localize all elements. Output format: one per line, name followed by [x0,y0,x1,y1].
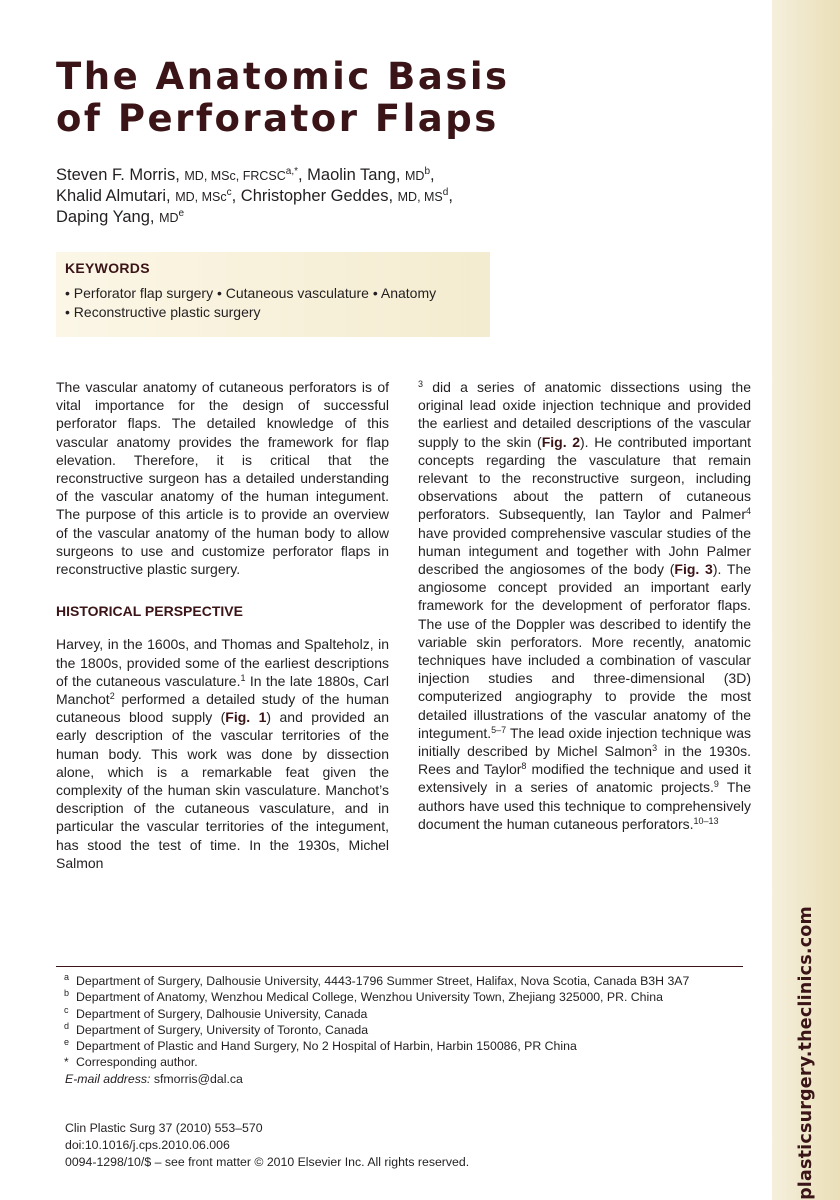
author-degree: MD, MS [397,190,443,204]
article-title [56,56,696,140]
author-line-1 [56,165,526,186]
journal-citation: Clin Plastic Surg 37 (2010) 553–570 [65,1121,263,1135]
affiliation-mark: b [424,166,431,177]
affiliation-item: d Department of Surgery, University of Toronto, Canada [64,1020,369,1037]
author-degree: MD, MSc [175,190,227,204]
reference-mark[interactable]: 1 [240,672,246,683]
author-line-2 [56,186,526,207]
history-paragraph-part-2: $^3$ did a series of anatomic dissections using the original lead oxide injection technique and provided the earliest and detailed descriptions of the vascular supply to the skin (Fig. 2). He contributed important concepts regarding the vasculature that remain relevant to the reconstructive surgeon, including observations about the pattern of cutaneous perforators. Subsequently, Ian Taylor and Palmer$^4$ have provided comprehensive vascular studies of the human integument and together with John Palmer described the angiosomes of the body (Fig. 3). The angiosome concept provided an important early framework for the development of perforator flaps. The use of the Doppler was described to identify the variable skin perforators. More recently, anatomic techniques have included a combination of vascular injection studies and three-dimensional (3D) computerized angiography to provide the most detailed illustrations of the vascular anatomy of the integument.$^{5-7}$ The lead oxide injection technique was initially described by Michel Salmon$^3$ in the 1930s. Rees and Taylor$^8$ modified the technique and used it extensively in a series of anatomic projects.$^9$ The authors have used this technique to comprehensively document the human cutaneous perforators.$^{10-13}$ [418,379,752,832]
section-heading: HISTORICAL PERSPECTIVE [56,603,243,620]
author-list [56,165,526,228]
reference-mark[interactable]: 9 [713,779,719,790]
reference-mark[interactable]: 3 [652,743,658,754]
reference-mark[interactable]: 4 [745,506,751,517]
author-degree: MD [159,211,179,225]
keywords-line-1: • Perforator flap surgery • Cutaneous vasculature • Anatomy [65,285,437,301]
reference-mark[interactable]: 3 [418,379,424,389]
separator: , [448,187,453,205]
reference-mark[interactable]: 8 [521,761,527,772]
affiliations [65,973,743,1087]
reference-mark[interactable]: 10–13 [693,815,719,826]
journal-site-url[interactable]: plasticsurgery.theclinics.com [796,906,816,1200]
keywords-line-2: • Reconstructive plastic surgery [65,304,261,320]
email-address[interactable]: sfmorris@dal.ca [153,1071,243,1086]
intro-paragraph: The vascular anatomy of cutaneous perforators is of vital importance for the design of successful perforator flaps. The detailed knowledge of this vascular anatomy provides the framework for flap elevation. Therefore, it is critical that the reconstructive surgeon has a detailed understanding of the vascular anatomy of the human integument. The purpose of this article is to provide an overview of the vascular anatomy of the human body to allow surgeons to use and customize perforator flaps in reconstructive plastic surgery. [56,379,389,578]
affiliation-mark: c [226,187,232,198]
figure-link[interactable]: Fig. 2 [541,433,581,450]
affiliation-mark: a,* [285,166,298,177]
doi[interactable]: doi:10.1016/j.cps.2010.06.006 [65,1138,230,1152]
affiliation-item: b Department of Anatomy, Wenzhou Medical College, Wenzhou University Town, Zhejiang 325000, PR. China [64,988,663,1005]
citation-block [65,1120,665,1171]
author-name: , Maolin Tang, [298,166,406,184]
history-paragraph-part-1: Harvey, in the 1600s, and Thomas and Spalteholz, in the 1800s, provided some of the earliest descriptions of the cutaneous vasculature.$^1$ In the late 1880s, Carl Manchot$^2$ performed a detailed study of the human cutaneous blood supply (Fig. 1) and provided an early description of the vascular territories of the human body. This work was done by dissection alone, which is a remarkable feat given the complexity of the human skin vasculature. Manchot’s description of the cutaneous vasculature, and in particular the vascular territories of the integument, has stood the test of time. In the 1930s, Michel Salmon [56,636,389,871]
affiliation-item: e Department of Plastic and Hand Surgery, No 2 Hospital of Harbin, Harbin 150086, PR China [64,1037,577,1054]
separator: , [430,166,435,184]
keywords-box [56,252,490,337]
author-name: , Christopher Geddes, [231,187,398,205]
author-degree: MD [405,169,425,183]
keywords-heading: KEYWORDS [65,260,150,276]
affiliation-item: c Department of Surgery, Dalhousie University, Canada [64,1004,368,1021]
email-label: E-mail address: [65,1071,151,1086]
affiliation-mark: e [178,208,185,219]
corresponding-author-note: * Corresponding author. [64,1055,198,1070]
affiliation-mark: d [442,187,449,198]
author-name: Steven F. Morris, [56,166,185,184]
footnote-divider [56,966,743,967]
author-degree: MD, MSc, FRCSC [184,169,286,183]
figure-link[interactable]: Fig. 1 [225,709,267,726]
copyright-line: 0094-1298/10/$ – see front matter © 2010 Elsevier Inc. All rights reserved. [65,1155,470,1169]
author-line-3 [56,207,526,228]
title-line-1: The Anatomic Basis [56,55,510,98]
author-name: Khalid Almutari, [56,187,176,205]
reference-mark[interactable]: 2 [109,691,115,702]
body-column-left [56,378,389,872]
body-column-right [418,378,751,833]
affiliation-item: a Department of Surgery, Dalhousie University, 4443-1796 Summer Street, Halifax, Nova Scotia, Canada B3H 3A7 [64,972,690,988]
figure-link[interactable]: Fig. 3 [674,561,713,578]
reference-mark[interactable]: 5–7 [491,724,507,735]
title-line-2: of Perforator Flaps [56,97,499,140]
author-name: Daping Yang, [56,208,160,226]
email-line [65,1071,743,1087]
